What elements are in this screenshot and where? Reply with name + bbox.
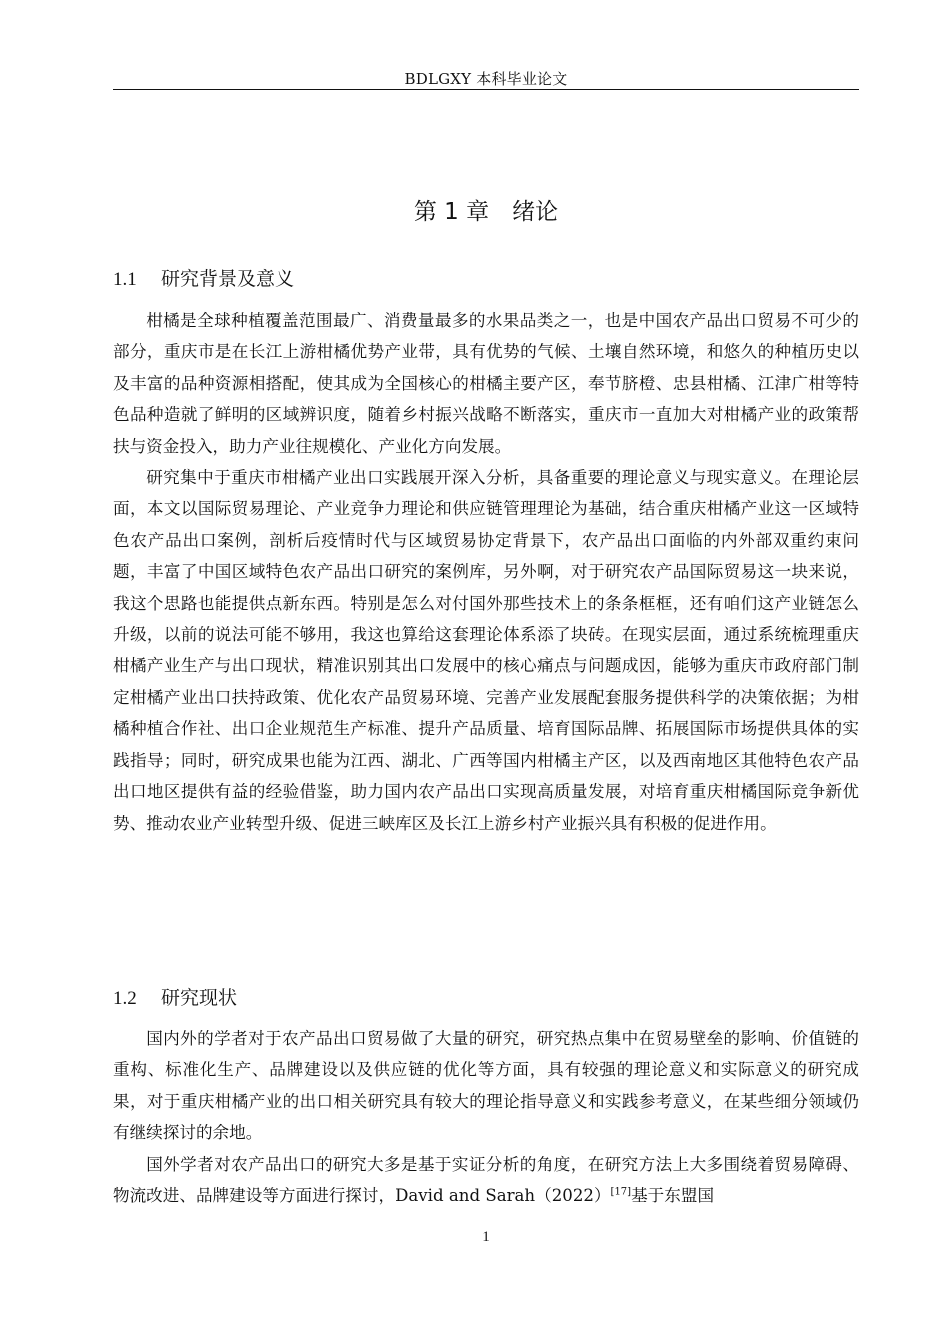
paragraph: 国内外的学者对于农产品出口贸易做了大量的研究，研究热点集中在贸易壁垒的影响、价值链的重构、标准化生产、品牌建设以及供应链的优化等方面，具有较强的理论意义和实际意义的研究成果，对于重庆柑橘产业的出口相关研究具有较大的理论指导意义和实践参考意义，在某些细分领域仍有继续探讨的余地。 (113, 1029, 859, 1143)
section-number: 1.2 (113, 988, 137, 1009)
section-heading-1-2 (113, 983, 237, 1010)
paragraph-text: 基于东盟国 (631, 1186, 715, 1206)
section-number: 1.1 (113, 269, 137, 290)
section-title: 研究背景及意义 (161, 268, 295, 290)
section-1-2-body (113, 1023, 859, 1211)
citation-marker[interactable]: [17] (610, 1186, 632, 1198)
paragraph: 研究集中于重庆市柑橘产业出口实践展开深入分析，具备重要的理论意义与现实意义。在理论层面，本文以国际贸易理论、产业竞争力理论和供应链管理理论为基础，结合重庆柑橘产业这一区域特色农产品出口案例，剖析后疫情时代与区域贸易协定背景下，农产品出口面临的内外部双重约束问题，丰富了中国区域特色农产品出口研究的案例库，另外啊，对于研究农产品国际贸易这一块来说，我这个思路也能提供点新东西。特别是怎么对付国外那些技术上的条条框框，还有咱们这产业链怎么升级，以前的说法可能不够用，我这也算给这套理论体系添了块砖。在现实层面，通过系统梳理重庆柑橘产业生产与出口现状，精准识别其出口发展中的核心痛点与问题成因，能够为重庆市政府部门制定柑橘产业出口扶持政策、优化农产品贸易环境、完善产业发展配套服务提供科学的决策依据；为柑橘种植合作社、出口企业规范生产标准、提升产品质量、培育国际品牌、拓展国际市场提供具体的实践指导；同时，研究成果也能为江西、湖北、广西等国内柑橘主产区，以及西南地区其他特色农产品出口地区提供有益的经验借鉴，助力国内农产品出口实现高质量发展，对培育重庆柑橘国际竞争新优势、推动农业产业转型升级、促进三峡库区及长江上游乡村产业振兴具有积极的促进作用。 (113, 468, 859, 833)
running-header: BDLGXY 本科毕业论文 (404, 70, 568, 88)
paragraph (113, 1149, 859, 1212)
paragraph-text: 国外学者对农产品出口的研究大多是基于实证分析的角度，在研究方法上大多围绕着贸易障碍、物流改进、品牌建设等方面进行探讨，David and Sarah（2022） (113, 1154, 859, 1206)
section-1-1-body (113, 305, 859, 839)
header-rule (113, 89, 859, 90)
section-title: 研究现状 (161, 987, 238, 1009)
page-number: 1 (482, 1229, 490, 1245)
chapter-title: 第 1 章 绪论 (413, 199, 559, 225)
section-heading-1-1 (113, 264, 294, 291)
paragraph: 柑橘是全球种植覆盖范围最广、消费量最多的水果品类之一，也是中国农产品出口贸易不可少的部分，重庆市是在长江上游柑橘优势产业带，具有优势的气候、土壤自然环境，和悠久的种植历史以及丰富的品种资源相搭配，使其成为全国核心的柑橘主要产区，奉节脐橙、忠县柑橘、江津广柑等特色品种造就了鲜明的区域辨识度，随着乡村振兴战略不断落实，重庆市一直加大对柑橘产业的政策帮扶与资金投入，助力产业往规模化、产业化方向发展。 (113, 311, 859, 456)
